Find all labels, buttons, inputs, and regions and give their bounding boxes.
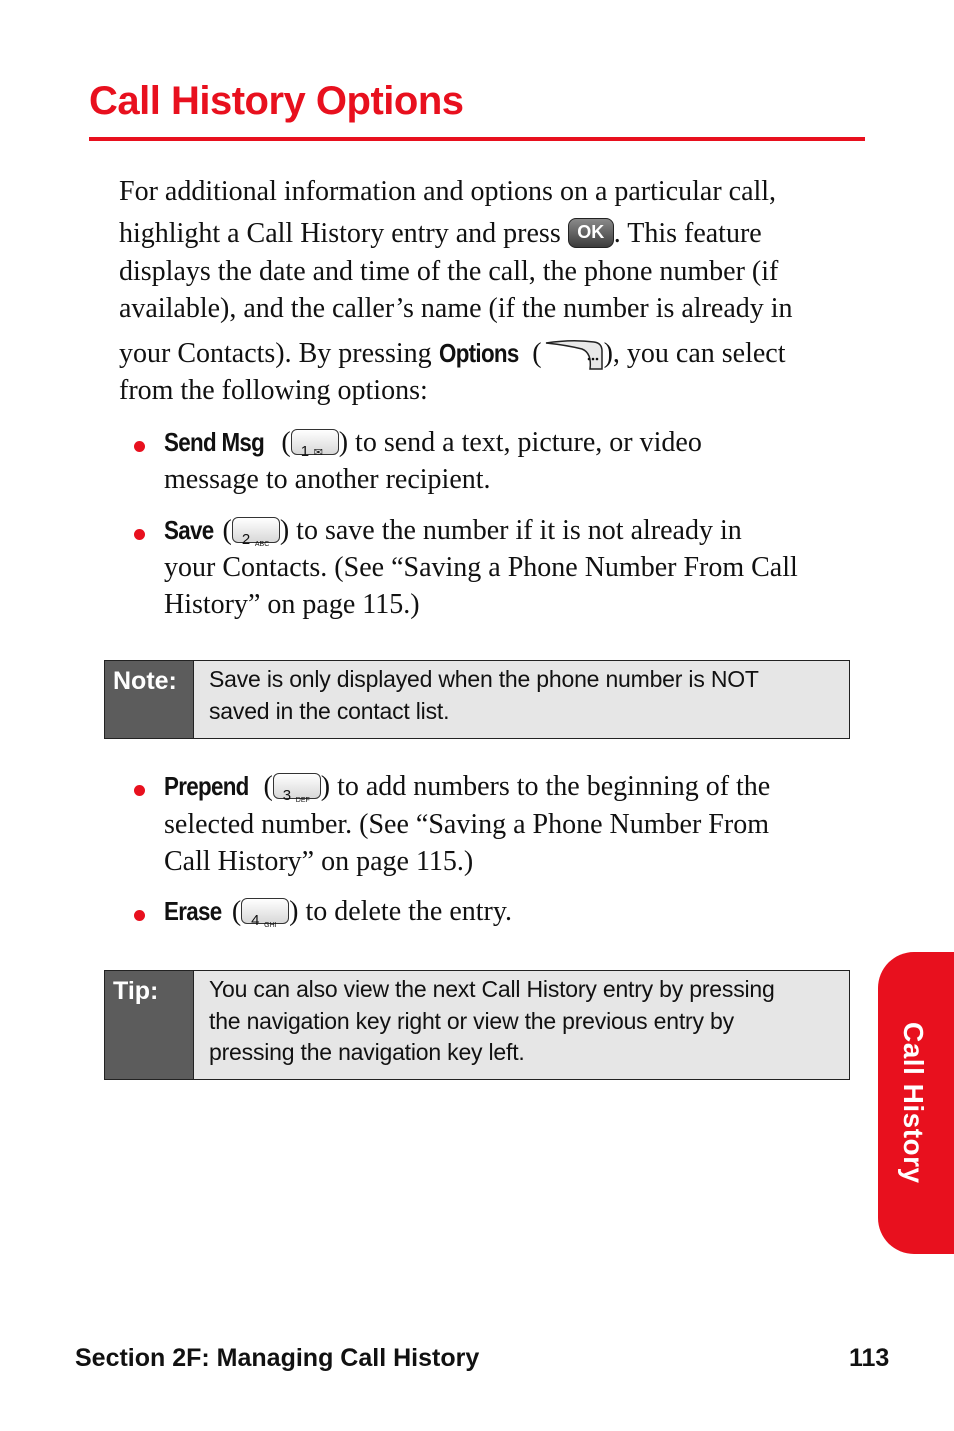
ok-key-icon: OK <box>568 218 614 248</box>
bullet-dot-icon <box>134 441 145 452</box>
save-text-a: ) to save the number if it is not already in <box>279 515 742 546</box>
bullet-dot-icon <box>134 529 145 540</box>
note-line-1: Save is only displayed when the phone number is NOT <box>209 666 759 692</box>
tip-line-1: You can also view the next Call History entry by pressing <box>209 976 775 1002</box>
intro-line-5: your Contacts). By pressing Options ( ), you can select <box>119 335 864 373</box>
erase-keyword: Erase <box>164 896 222 926</box>
key-2-letters: ABC <box>254 540 270 548</box>
key-4-letters: GHI <box>264 921 277 929</box>
intro-line-2 <box>119 215 864 253</box>
title-rule <box>89 137 865 141</box>
send-msg-text-a: ) to send a text, picture, or video <box>338 427 702 458</box>
note-text <box>209 664 829 727</box>
tip-line-3: pressing the navigation key left. <box>209 1039 525 1065</box>
intro-line-4: available), and the caller’s name (if the number is already in <box>119 293 793 324</box>
bullet-dot-icon <box>134 785 145 796</box>
tip-label: Tip: <box>105 971 194 1079</box>
note-label: Note: <box>105 661 194 738</box>
tip-box <box>104 970 850 1080</box>
key-1-icon <box>291 429 339 460</box>
intro-line-2-b: . This feature <box>613 218 762 249</box>
intro-line-1: For additional information and options on a particular call, <box>119 176 777 207</box>
intro-line-5-a: your Contacts). By pressing <box>119 338 439 369</box>
erase-text-a: ) to delete the entry. <box>289 896 513 927</box>
bullet-dot-icon <box>134 910 145 921</box>
section-side-tab-label: Call History <box>898 1022 929 1184</box>
bullet-prepend-line-2: selected number. (See “Saving a Phone Number From <box>164 809 769 840</box>
footer-page-number: 113 <box>849 1344 890 1372</box>
bullet-erase-line-1: Erase ( 4 GHI ) to delete the entry. <box>164 893 864 931</box>
tip-line-2: the navigation key right or view the previous entry by <box>209 1007 734 1034</box>
bullet-save-line-3: History” on page 115.) <box>164 589 420 620</box>
key-3-digit: 3 <box>282 786 292 804</box>
bullet-save-line-1: Save ( 2 ABC ) to save the number if it is not already in <box>164 512 864 550</box>
key-1-envelope: ✉ <box>313 446 323 459</box>
key-1-digit: 1 <box>300 442 310 460</box>
bullet-prepend-line-3: Call History” on page 115.) <box>164 846 474 877</box>
key-2-digit: 2 <box>241 530 251 548</box>
prepend-keyword: Prepend <box>164 771 249 801</box>
intro-line-6: from the following options: <box>119 375 428 406</box>
prepend-text-a: ) to add numbers to the beginning of the <box>320 771 771 802</box>
send-msg-keyword: Send Msg <box>164 427 265 457</box>
key-2-icon <box>232 517 280 548</box>
options-softkey-icon <box>542 337 604 371</box>
intro-line-3: displays the date and time of the call, the phone number (if <box>119 256 779 287</box>
options-softkey-shape <box>542 337 604 371</box>
key-4-icon <box>241 898 289 929</box>
bullet-prepend-line-1: Prepend ( 3 DEF ) to add numbers to the beginning of the <box>164 768 864 806</box>
key-4-digit: 4 <box>251 911 260 929</box>
intro-line-5-b: ), you can select <box>603 338 786 369</box>
bullet-send-msg-line-1: Send Msg ( 1 ✉ ) to send a text, picture, or video <box>164 424 864 462</box>
bullet-save-line-2: your Contacts. (See “Saving a Phone Number From Call <box>164 552 798 583</box>
note-line-2: saved in the contact list. <box>209 697 450 724</box>
options-keyword: Options <box>438 338 519 368</box>
tip-text <box>209 974 829 1069</box>
note-box <box>104 660 850 739</box>
page-title: Call History Options <box>89 79 464 123</box>
intro-line-2-a: highlight a Call History entry and press <box>119 218 568 249</box>
bullet-send-msg-line-2: message to another recipient. <box>164 464 491 495</box>
footer-section-title: Section 2F: Managing Call History <box>75 1344 480 1372</box>
key-3-icon <box>273 773 321 804</box>
save-keyword: Save <box>164 515 214 545</box>
key-3-letters: DEF <box>295 796 310 804</box>
